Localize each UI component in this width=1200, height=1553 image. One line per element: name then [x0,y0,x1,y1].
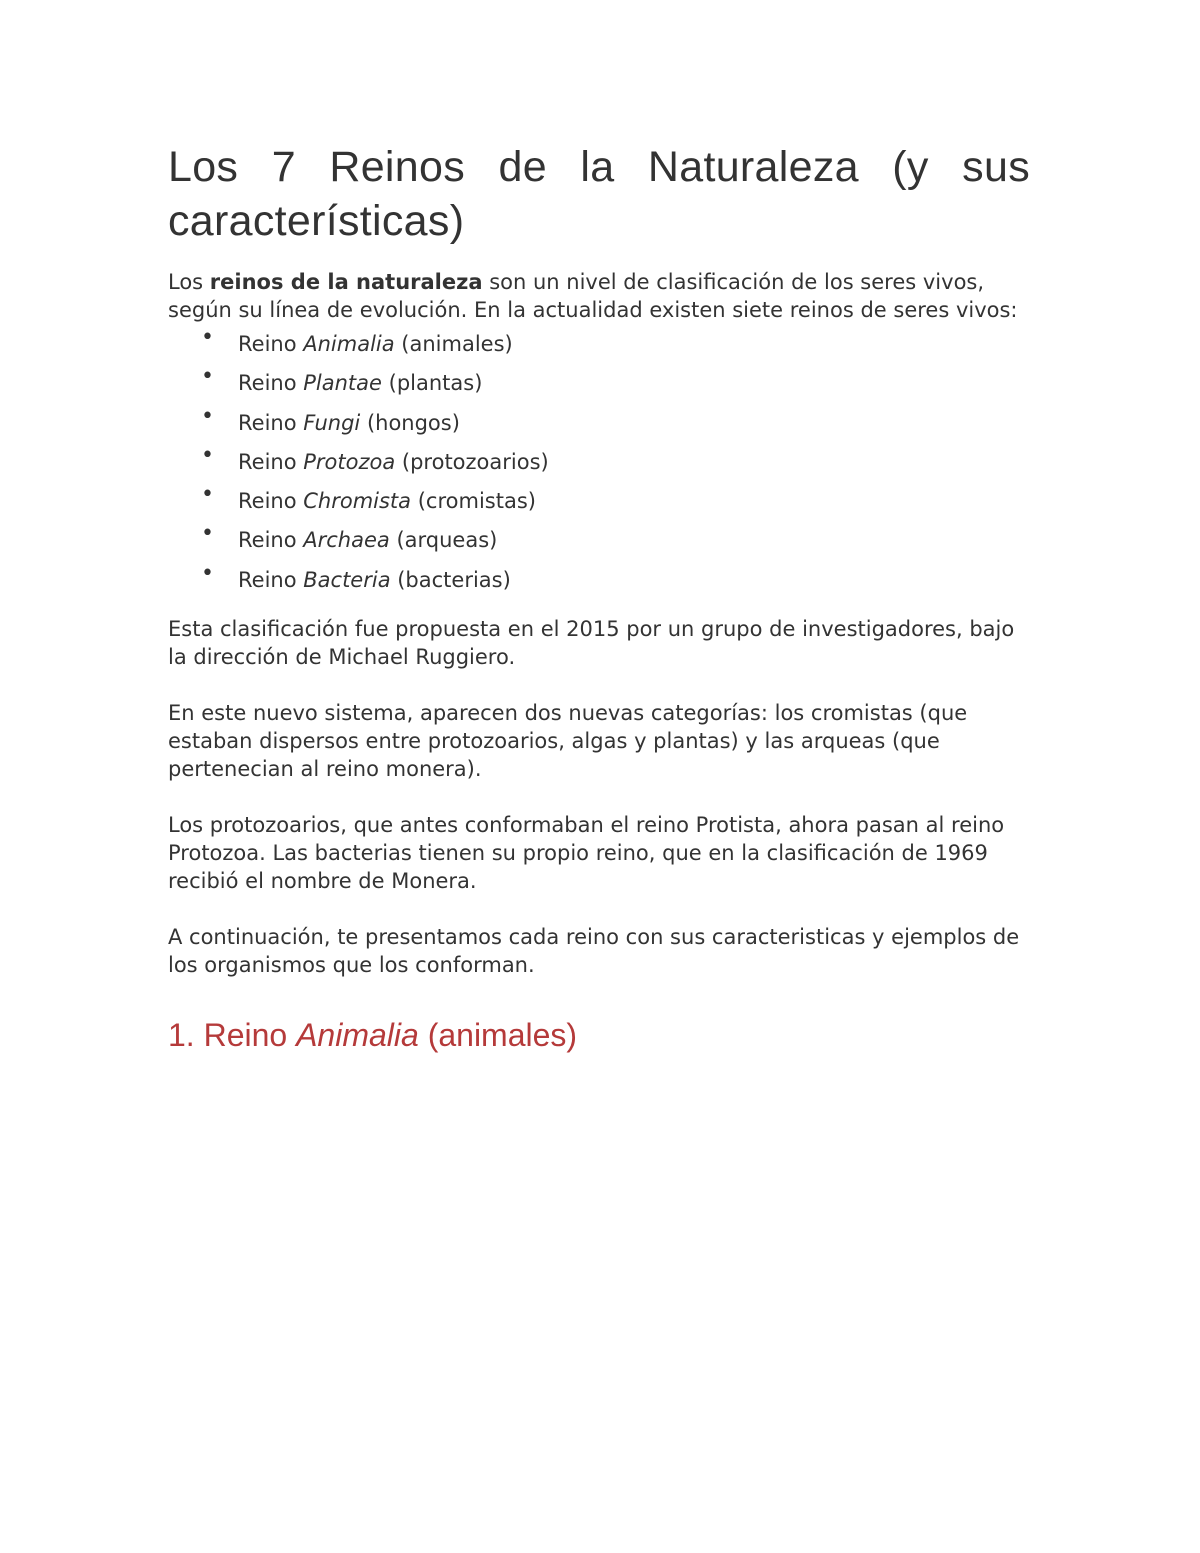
list-item [168,521,1030,565]
kingdom-common-name: (plantas) [381,371,483,396]
bullet-icon: • [201,403,214,429]
list-item [168,482,1030,526]
kingdom-prefix: Reino [238,410,304,435]
kingdom-latin-name: Bacteria [303,567,391,592]
section-heading-animalia [168,1015,1030,1055]
paragraph-classification: Esta clasificación fue propuesta en el 2015 por un grupo de investigadores, bajo la dirección de Michael Ruggiero. [168,617,1015,670]
kingdom-latin-name: Protozoa [303,449,396,474]
kingdom-prefix: Reino [238,332,304,356]
kingdoms-list [168,325,1030,605]
section-heading-latin: Animalia [296,1017,419,1054]
kingdom-common-name: (hongos) [360,410,460,435]
kingdom-common-name: (protozoarios) [395,449,549,474]
kingdom-latin-name: Animalia [303,332,395,356]
document-page [168,140,1030,1055]
bullet-icon: • [201,560,214,586]
kingdom-prefix: Reino [238,449,304,474]
list-item [168,325,1030,369]
bullet-icon: • [201,364,214,390]
list-item [168,364,1030,408]
kingdom-common-name: (animales) [394,332,513,356]
page-title: Los 7 Reinos de la Naturaleza (y sus características) [168,143,1030,245]
kingdom-latin-name: Plantae [303,371,382,396]
kingdom-prefix: Reino [238,567,304,592]
paragraph-new-system: En este nuevo sistema, aparecen dos nuevas categorías: los cromistas (que estaban dispersos entre protozoarios, algas y plantas) y las arqueas (que pertenecian al reino monera). [168,701,968,782]
kingdom-prefix: Reino [238,528,304,553]
section-heading-prefix: 1. Reino [168,1017,297,1054]
intro-prefix: Los [168,270,210,294]
list-item [168,403,1030,448]
kingdom-latin-name: Fungi [303,410,361,435]
bullet-icon: • [201,482,214,508]
intro-paragraph [168,268,1030,324]
bullet-icon: • [201,442,214,468]
bullet-icon: • [201,521,214,547]
kingdom-latin-name: Archaea [303,528,390,553]
kingdom-prefix: Reino [238,489,304,514]
section-heading-common: (animales) [418,1017,578,1054]
kingdom-latin-name: Chromista [303,489,412,514]
kingdom-common-name: (bacterias) [390,567,511,592]
paragraph-continuation: A continuación, te presentamos cada reino con sus caracteristicas y ejemplos de los organismos que los conforman. [168,925,1020,978]
list-item [168,442,1030,487]
list-item [168,560,1030,605]
kingdom-common-name: (arqueas) [389,528,498,553]
intro-bold-term: reinos de la naturaleza [209,270,483,294]
paragraph-protozoa: Los protozoarios, que antes conformaban el reino Protista, ahora pasan al reino Protozoa. Las bacterias tienen su propio reino, que en la clasificación de 1969 recibió el nombre de Monera. [168,813,1005,894]
kingdom-prefix: Reino [238,371,304,396]
intro-suffix: son un nivel de clasificación de los seres vivos, según su línea de evolución. En la actualidad existen siete reinos de seres vivos: [168,270,1018,322]
bullet-icon: • [201,325,214,350]
kingdom-common-name: (cromistas) [411,489,536,514]
